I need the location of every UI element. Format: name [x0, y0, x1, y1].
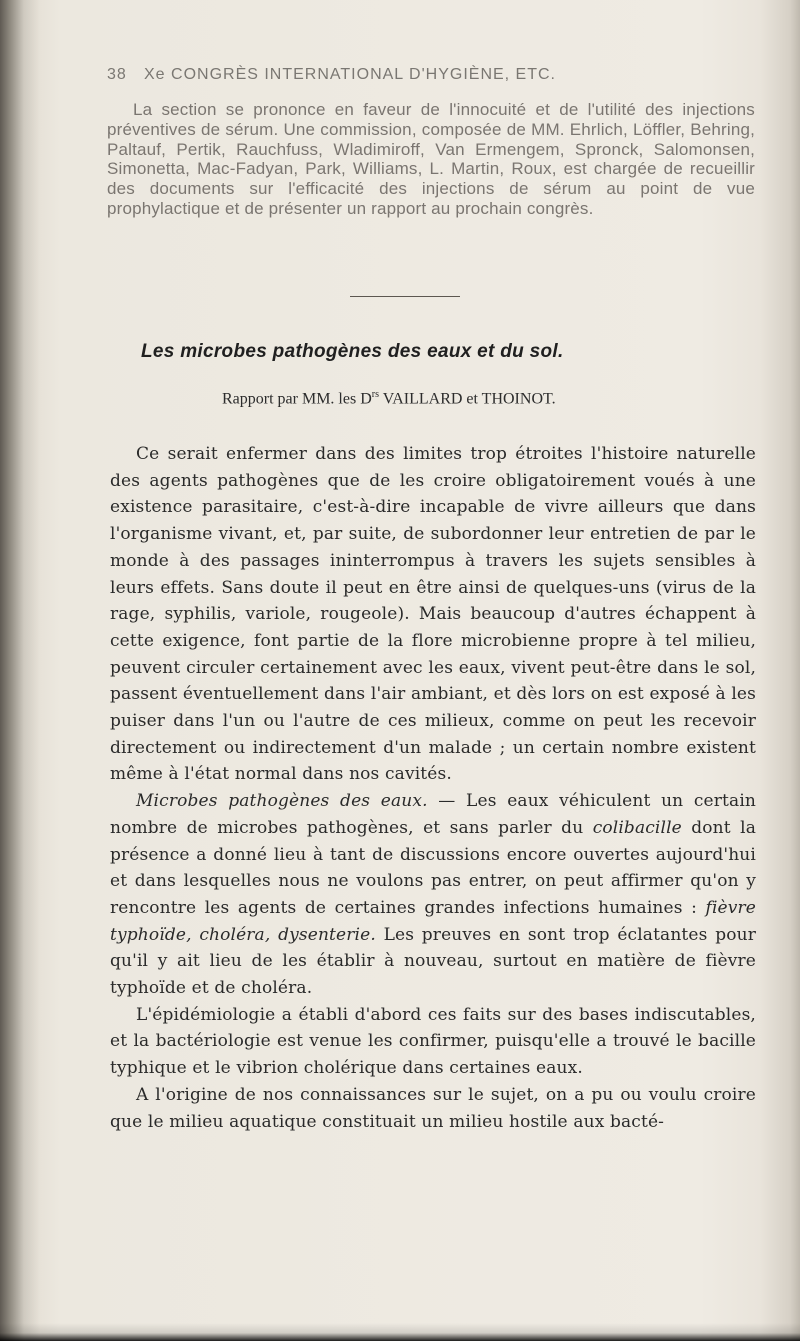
running-head: Xe CONGRÈS INTERNATIONAL D'HYGIÈNE, ETC.	[144, 66, 556, 83]
page-number: 38	[107, 66, 127, 83]
paragraph-2	[110, 788, 756, 1002]
page-header	[107, 66, 762, 90]
colibacille-term: colibacille	[592, 817, 682, 838]
paragraph-2-heading: Microbes pathogènes des eaux.	[136, 791, 428, 812]
section-title: Les microbes pathogènes des eaux et du sol.	[141, 341, 564, 362]
section-divider	[350, 296, 460, 297]
bottom-page-shadow	[0, 1323, 800, 1341]
paragraph-3: L'épidémiologie a établi d'abord ces faits sur des bases indiscutables, et la bactériologie est venue les confirmer, puisqu'elle a trouvé le bacille typhique et le vibrion cholérique dans certaines eaux.	[110, 1004, 756, 1079]
report-superscript: rs	[371, 389, 379, 400]
section-summary-paragraph: La section se prononce en faveur de l'innocuité et de l'utilité des injections préventives de sérum. Une commission, composée de MM. Ehrlich, Löffler, Behring, Paltauf, Pertik, Rauchfuss, Wladimiroff, Van Ermengem, Spronck, Salomonsen, Simonetta, Mac-Fadyan, Park, Williams, L. Martin, Roux, est chargée de recueillir des documents sur l'efficacité des injections de sérum au point de vue prophylactique et de présenter un rapport au prochain congrès.	[107, 100, 755, 218]
diseases-list: fièvre typhoïde, choléra, dysenterie.	[110, 897, 756, 945]
paragraph-2-text-2: dont la présence a donné lieu à tant de discussions encore ouvertes aujourd'hui et dans lesquelles nous ne voulons pas entrer, on peut affirmer qu'on y rencontre les agents de certaines grandes infections humaines :	[110, 817, 757, 918]
paragraph-2-text-3: Les preuves en sont trop éclatantes pour qu'il y ait lieu de les établir à nouveau, surtout en matière de fièvre typhoïde et de choléra.	[110, 924, 756, 999]
report-line	[222, 389, 556, 408]
article-body	[110, 441, 756, 1135]
report-suffix: VAILLARD et THOINOT.	[379, 390, 556, 408]
paragraph-4: A l'origine de nos connaissances sur le sujet, on a pu ou voulu croire que le milieu aquatique constituait un milieu hostile aux bacté-	[110, 1084, 756, 1132]
paragraph-2-text-1: — Les eaux véhiculent un certain nombre de microbes pathogènes, et sans parler du	[110, 791, 757, 838]
paragraph-1: Ce serait enfermer dans des limites trop étroites l'histoire naturelle des agents pathogènes que de les croire obligatoirement voués à une existence parasitaire, c'est-à-dire incapable de vivre ailleurs que dans l'organisme vivant, et, par suite, de subordonner leur entretien de par le monde à des passages ininterrompus à travers les sujets sensibles à leurs effets. Sans doute il peut en être ainsi de quelques-uns (virus de la rage, syphilis, variole, rougeole). Mais beaucoup d'autres échappent à cette exigence, font partie de la flore microbienne propre à tel milieu, peuvent circuler certainement avec les eaux, vivent peut-être dans le sol, passent éventuellement dans l'air ambiant, et dès lors on est exposé à les puiser dans l'un ou l'autre de ces milieux, comme on peut les recevoir directement ou indirectement d'un malade ; un certain nombre existent même à l'état normal dans nos cavités.	[110, 444, 756, 785]
report-prefix: Rapport par MM. les D	[222, 390, 372, 408]
